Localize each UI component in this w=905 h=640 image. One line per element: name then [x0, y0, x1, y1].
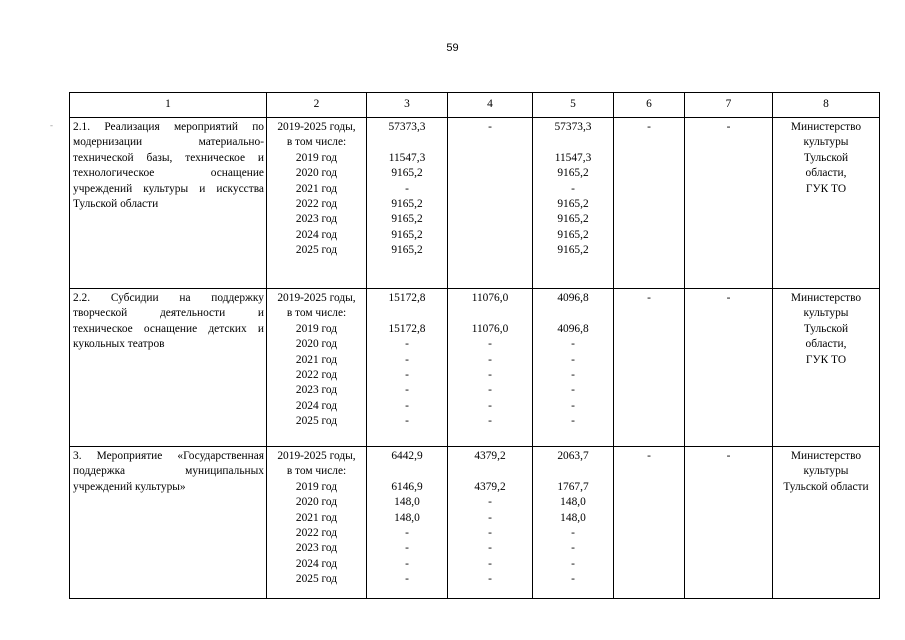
value-line: 9165,2: [557, 167, 589, 180]
year-line: 2021 год: [295, 182, 338, 195]
header-cell: 5: [533, 93, 614, 118]
value-line: 1767,7: [557, 480, 589, 493]
value-line: 148,0: [394, 496, 420, 509]
header-cell: 6: [614, 93, 685, 118]
year-line: 2022 год: [295, 527, 338, 540]
year-line: в том числе:: [286, 136, 347, 149]
value-line: -: [405, 353, 409, 366]
year-line: 2019 год: [295, 322, 338, 335]
organization-line: ГУК ТО: [805, 182, 847, 195]
year-line: 2023 год: [295, 542, 338, 555]
organization-line: культуры: [803, 465, 849, 478]
value-line: 6442,9: [391, 450, 423, 462]
value-line: -: [488, 496, 492, 509]
col7-cell: -: [685, 447, 773, 599]
organization-cell: [773, 289, 880, 447]
value-line: 9165,2: [391, 167, 423, 180]
value-line: -: [488, 384, 492, 397]
value-line: 148,0: [560, 511, 586, 524]
value-line: 4096,8: [557, 322, 589, 335]
organization-line: Министерство: [790, 121, 862, 133]
value-line: -: [571, 353, 575, 366]
value-line: -: [571, 399, 575, 412]
value-line: -: [405, 527, 409, 540]
value-line: 148,0: [394, 511, 420, 524]
years-cell: [267, 118, 367, 289]
organization-line: области,: [805, 338, 847, 351]
value-line: -: [488, 121, 492, 133]
col7-cell: -: [685, 289, 773, 447]
value-line: [533, 135, 613, 150]
value-line: 4379,2: [474, 480, 506, 493]
organization-line: Министерство: [790, 450, 862, 462]
year-line: 2019-2025 годы,: [277, 121, 356, 133]
value-line: -: [405, 557, 409, 570]
value-line: -: [488, 542, 492, 555]
col4-cell: [448, 447, 533, 599]
header-cell: 3: [367, 93, 448, 118]
value-line: -: [571, 415, 575, 428]
value-line: -: [488, 557, 492, 570]
year-line: 2019-2025 годы,: [277, 450, 356, 462]
value-line: 148,0: [560, 496, 586, 509]
header-cell: 2: [267, 93, 367, 118]
value-line: [448, 306, 532, 321]
year-line: 2019 год: [295, 480, 338, 493]
table-row: [70, 289, 880, 447]
header-cell: 4: [448, 93, 533, 118]
col4-cell: [448, 118, 533, 289]
year-line: в том числе:: [286, 307, 347, 320]
value-line: 6146,9: [391, 480, 423, 493]
value-line: -: [571, 573, 575, 586]
year-line: 2023 год: [295, 213, 338, 226]
value-line: 57373,3: [388, 121, 426, 133]
col5-cell: [533, 289, 614, 447]
budget-table: [69, 92, 880, 599]
year-line: 2025 год: [295, 415, 338, 428]
value-line: 9165,2: [557, 198, 589, 211]
value-line: -: [405, 369, 409, 382]
col5-cell: [533, 118, 614, 289]
page-number: 59: [446, 42, 459, 54]
value-line: 9165,2: [391, 228, 423, 241]
value-line: -: [405, 384, 409, 397]
value-line: -: [571, 369, 575, 382]
value-line: 2063,7: [557, 450, 589, 462]
value-line: -: [488, 353, 492, 366]
value-line: -: [571, 542, 575, 555]
col3-cell: [367, 447, 448, 599]
header-cell: 7: [685, 93, 773, 118]
value-line: -: [405, 573, 409, 586]
year-line: 2019-2025 годы,: [277, 292, 356, 304]
col3-cell: [367, 289, 448, 447]
col5-cell: [533, 447, 614, 599]
year-line: 2024 год: [295, 399, 338, 412]
year-line: 2019 год: [295, 151, 338, 164]
col6-cell: -: [614, 289, 685, 447]
year-line: 2021 год: [295, 353, 338, 366]
col6-cell: -: [614, 447, 685, 599]
col6-cell: -: [614, 118, 685, 289]
value-line: -: [488, 338, 492, 351]
year-line: 2025 год: [295, 573, 338, 586]
year-line: 2022 год: [295, 369, 338, 382]
year-line: 2024 год: [295, 228, 338, 241]
value-line: 57373,3: [554, 121, 592, 133]
header-cell: 8: [773, 93, 880, 118]
year-line: в том числе:: [286, 465, 347, 478]
organization-line: области,: [805, 167, 847, 180]
year-line: 2022 год: [295, 198, 338, 211]
organization-cell: [773, 447, 880, 599]
organization-line: Тульской области: [783, 480, 869, 493]
value-line: [367, 135, 447, 150]
value-line: 9165,2: [557, 213, 589, 226]
value-line: -: [405, 542, 409, 555]
value-line: 9165,2: [391, 213, 423, 226]
value-line: -: [488, 415, 492, 428]
value-line: [448, 464, 532, 479]
years-cell: [267, 289, 367, 447]
value-line: 9165,2: [391, 198, 423, 211]
year-line: 2023 год: [295, 384, 338, 397]
scan-mark: -: [50, 120, 53, 130]
organization-line: Тульской: [803, 151, 849, 164]
value-line: [367, 464, 447, 479]
organization-line: культуры: [803, 136, 849, 149]
year-line: 2024 год: [295, 557, 338, 570]
value-line: [533, 306, 613, 321]
value-line: [533, 464, 613, 479]
value-line: -: [571, 557, 575, 570]
organization-cell: [773, 118, 880, 289]
value-line: -: [571, 338, 575, 351]
value-line: 11547,3: [554, 151, 592, 164]
year-line: 2025 год: [295, 244, 338, 257]
value-line: -: [571, 527, 575, 540]
value-line: -: [571, 384, 575, 397]
value-line: 11076,0: [471, 322, 509, 335]
value-line: -: [488, 527, 492, 540]
value-line: 9165,2: [557, 244, 589, 257]
value-line: -: [405, 415, 409, 428]
header-cell: 1: [70, 93, 267, 118]
years-cell: [267, 447, 367, 599]
organization-line: Тульской: [803, 322, 849, 335]
value-line: 11547,3: [388, 151, 426, 164]
header-row: [70, 93, 880, 118]
value-line: -: [488, 369, 492, 382]
value-line: 11076,0: [471, 292, 509, 304]
value-line: -: [488, 399, 492, 412]
organization-line: культуры: [803, 307, 849, 320]
value-line: -: [405, 338, 409, 351]
year-line: 2021 год: [295, 511, 338, 524]
value-line: -: [488, 511, 492, 524]
col4-cell: [448, 289, 533, 447]
table-row: [70, 447, 880, 599]
value-line: -: [571, 182, 575, 195]
year-line: 2020 год: [295, 338, 338, 351]
value-line: 4096,8: [557, 292, 589, 304]
value-line: -: [405, 182, 409, 195]
description-cell: 2.1. Реализация мероприятий по модернизации материально-технической базы, техническое и технологическое оснащение учреждений культуры и искусства Тульской области: [70, 118, 267, 289]
description-cell: 2.2. Субсидии на поддержку творческой деятельности и техническое оснащение детских и кукольных театров: [70, 289, 267, 447]
value-line: 15172,8: [388, 322, 426, 335]
year-line: 2020 год: [295, 167, 338, 180]
organization-line: ГУК ТО: [805, 353, 847, 366]
value-line: 9165,2: [557, 228, 589, 241]
table-row: [70, 118, 880, 289]
organization-line: Министерство: [790, 292, 862, 304]
value-line: [367, 306, 447, 321]
value-line: -: [488, 573, 492, 586]
value-line: 9165,2: [391, 244, 423, 257]
value-line: 4379,2: [474, 450, 506, 462]
year-line: 2020 год: [295, 496, 338, 509]
value-line: -: [405, 399, 409, 412]
col7-cell: -: [685, 118, 773, 289]
col3-cell: [367, 118, 448, 289]
description-cell: 3. Мероприятие «Государственная поддержка муниципальных учреждений культуры»: [70, 447, 267, 599]
value-line: 15172,8: [388, 292, 426, 304]
